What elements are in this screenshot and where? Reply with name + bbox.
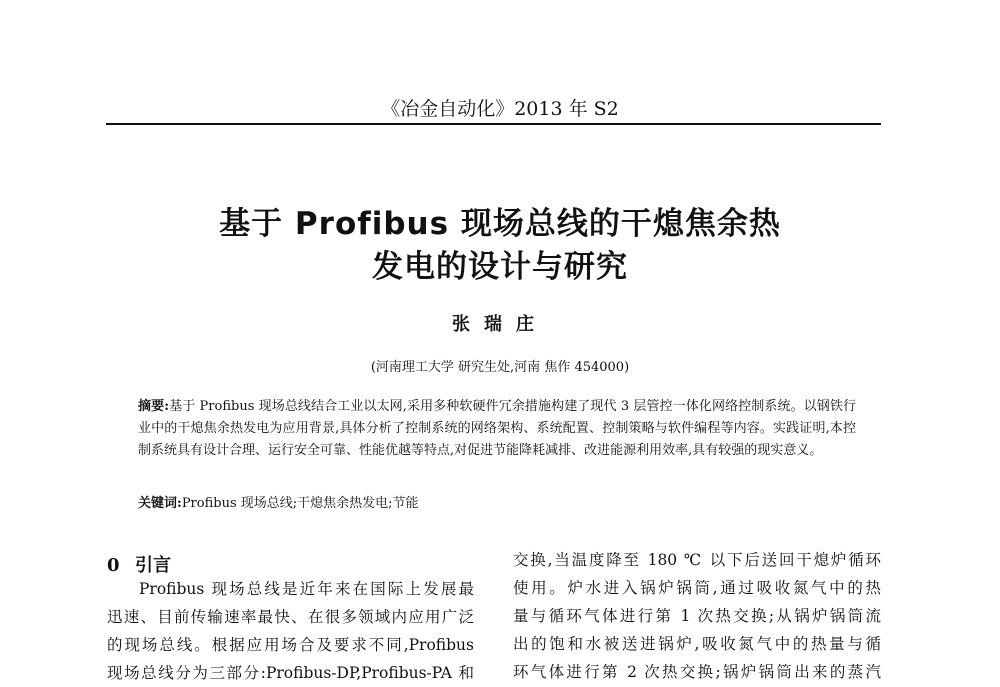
section-heading [107, 551, 171, 577]
right-column-line: 环气体进行第 2 次热交换;锅炉锅筒出来的蒸汽 [513, 663, 881, 681]
abstract-text: 基于 Profibus 现场总线结合工业以太网,采用多种软硬件冗余措施构建了现代 3 层管控一体化网络控制系统。以钢铁行业中的干熄焦余热发电为应用背景,具体分析了控制系统的网络架构、系统配置、控制策略与软件编程等内容。实践证明,本控制系统具有设计合理、运行安全可靠、性能优越等特点,对促进节能降耗减排、改进能源利用效率,具有较强的现实意义。 [138, 399, 856, 458]
right-column [513, 546, 881, 686]
author-name: 张瑞庄 [452, 314, 548, 335]
left-column-line: 迅速、目前传输速率最快、在很多领域内应用广泛 [107, 608, 474, 626]
keywords-label: 关键词: [138, 496, 182, 511]
paper-title-line-1: 基于 Profibus 现场总线的干熄焦余热 [219, 206, 781, 242]
abstract [138, 396, 856, 462]
right-column-line: 使用。炉水进入锅炉锅筒,通过吸收氮气中的热 [513, 579, 881, 597]
left-column [107, 575, 474, 687]
section-title: 引言 [135, 555, 171, 576]
journal-header: 《冶金自动化》2013 年 S2 [381, 98, 619, 120]
abstract-label: 摘要: [138, 399, 170, 414]
left-column-line: Profibus 现场总线是近年来在国际上发展最 [139, 580, 474, 598]
left-column-line: 现场总线分为三部分:Profibus-DP,Profibus-PA 和 [107, 664, 474, 682]
keywords [138, 494, 856, 514]
author-affiliation: (河南理工大学 研究生处,河南 焦作 454000) [370, 360, 630, 375]
right-column-line: 量与循环气体进行第 1 次热交换;从锅炉锅筒流 [513, 607, 881, 625]
left-column-line: 的现场总线。根据应用场合及要求不同,Profibus [107, 636, 474, 654]
right-column-line: 出的饱和水被送进锅炉,吸收氮气中的热量与循 [513, 635, 881, 653]
section-number: 0 [107, 555, 120, 576]
keywords-text: Profibus 现场总线;干熄焦余热发电;节能 [181, 496, 419, 511]
right-column-line: 交换,当温度降至 180 ℃ 以下后送回干熄炉循环 [513, 551, 881, 569]
header-rule [106, 123, 881, 125]
paper-title-line-2: 发电的设计与研究 [372, 249, 628, 285]
